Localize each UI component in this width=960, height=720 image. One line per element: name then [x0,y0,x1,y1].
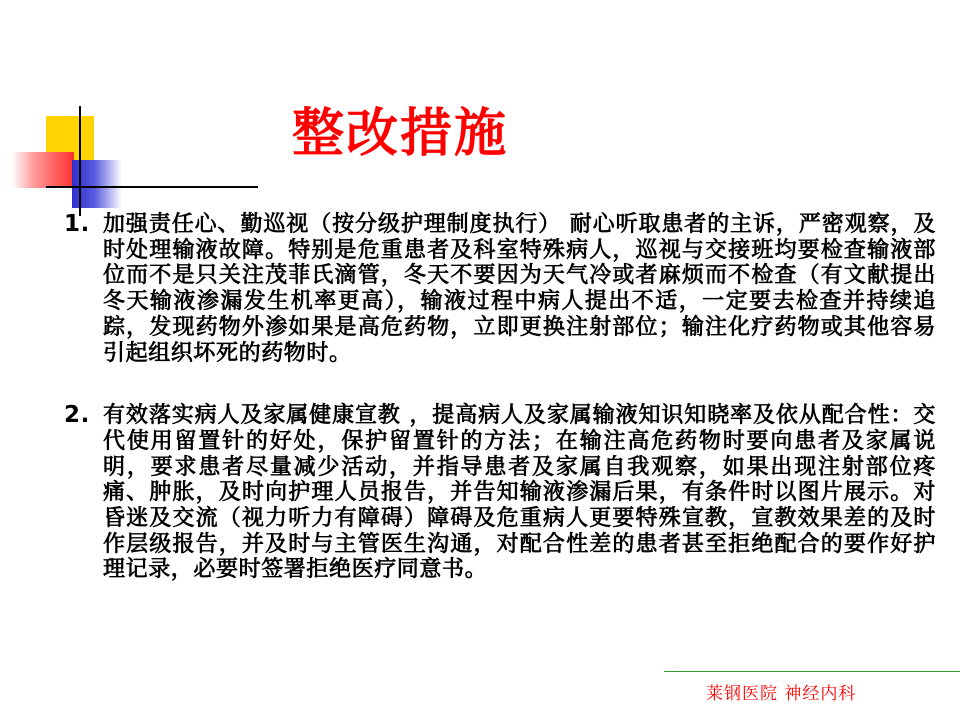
decorative-horizontal-line [46,186,258,188]
list-item-2 [64,403,936,583]
list-item-2-text: 有效落实病人及家属健康宣教 ，提高病人及家属输液知识知晓率及依从配合性：交代使用留置针的好处，保护留置针的方法；在输注高危药物时要向患者及家属说明，要求患者尽量减少活动，并指导患者及家属自我观察，如果出现注射部位疼痛、肿胀，及时向护理人员报告，并告知输液渗漏后果，有条件时以图片展示。对昏迷及交流（视力听力有障碍）障碍及危重病人更要特殊宣教，宣教效果差的及时作层级报告，并及时与主管医生沟通，对配合性差的患者甚至拒绝配合的要作好护理记录，必要时签署拒绝医疗同意书。 [103,402,936,583]
decorative-vertical-line [79,106,81,216]
list-item-2-number: 2. [64,402,90,429]
decorative-red-block [12,152,74,188]
list-item-1-text: 加强责任心、勤巡视（按分级护理制度执行） 耐心听取患者的主诉，严密观察，及时处理输液故障。特别是危重患者及科室特殊病人，巡视与交接班均要检查输液部位而不是只关注茂菲氏滴管，冬天不要因为天气冷或者麻烦而不检查（有文献提出冬天输液渗漏发生机率更高），输液过程中病人提出不适，一定要去检查并持续追踪，发现药物外渗如果是高危药物，立即更换注射部位；输注化疗药物或其他容易引起组织坏死的药物时。 [103,211,936,366]
footer-text: 莱钢医院 神经内科 [706,684,857,704]
list-item-1 [64,212,936,366]
slide-title: 整改措施 [292,104,509,164]
footer-divider [664,671,960,672]
slide-content [64,212,936,583]
list-item-1-number: 1. [64,211,90,237]
